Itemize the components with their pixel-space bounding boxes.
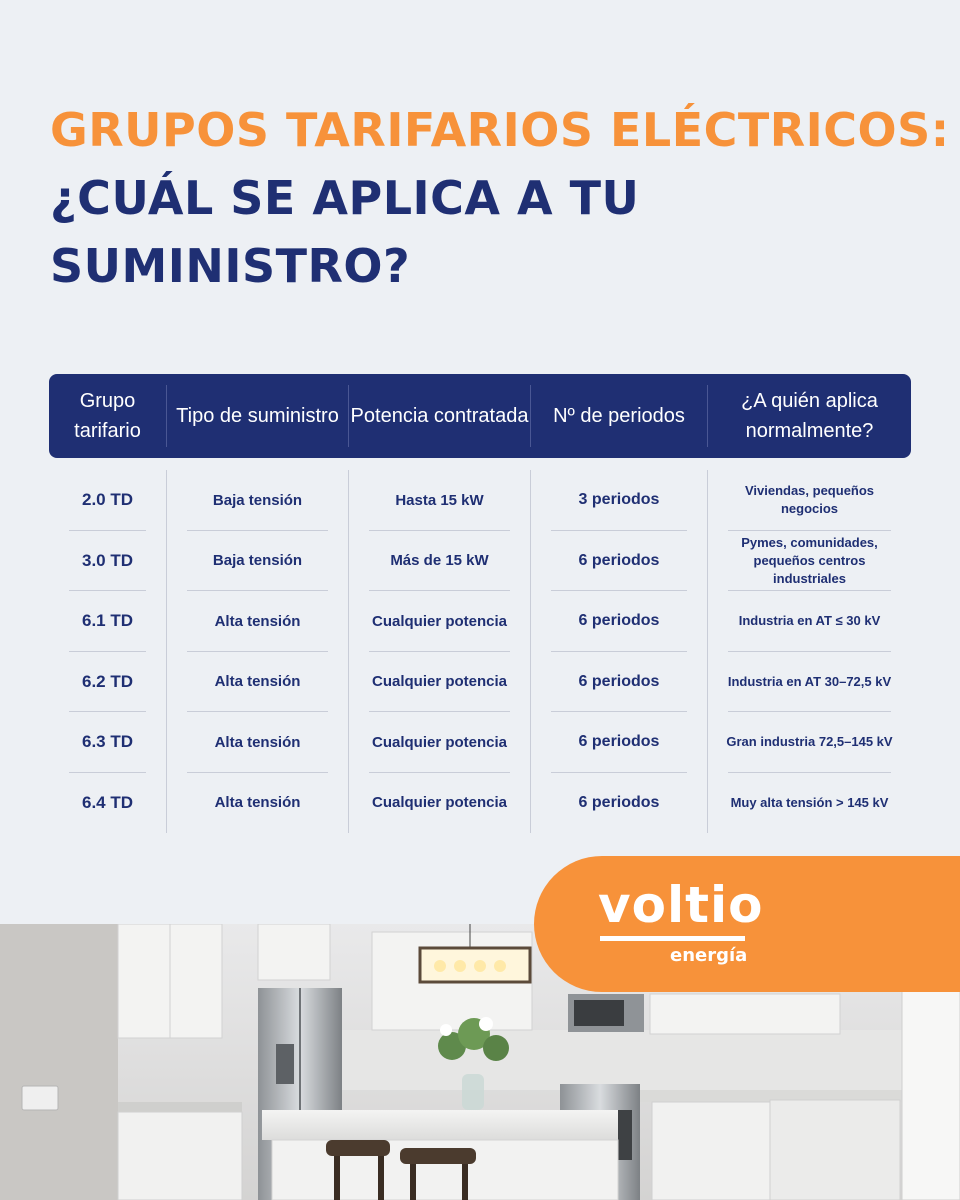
table-cell: Alta tensión bbox=[167, 712, 348, 773]
column-periodos bbox=[530, 470, 707, 833]
table-cell: Pymes, comunidades, pequeños centros industriales bbox=[708, 531, 911, 592]
brand-tagline: energía bbox=[670, 945, 748, 966]
header-periodos: Nº de periodos bbox=[530, 385, 707, 447]
column-tipo bbox=[166, 470, 348, 833]
header-grupo: Grupo tarifario bbox=[74, 390, 141, 442]
table-cell: 3.0 TD bbox=[49, 531, 166, 592]
table-cell: Cualquier potencia bbox=[349, 712, 530, 773]
table-cell: 6 periodos bbox=[578, 793, 660, 811]
table-cell: 6 periodos bbox=[531, 712, 707, 773]
table-cell: Cualquier potencia bbox=[349, 652, 530, 713]
table-cell: Industria en AT 30–72,5 kV bbox=[708, 652, 911, 713]
table-cell: Industria en AT ≤ 30 kV bbox=[708, 591, 911, 652]
title-line-1: GRUPOS TARIFARIOS ELÉCTRICOS: bbox=[50, 103, 950, 157]
table-cell: Muy alta tensión > 145 kV bbox=[730, 794, 889, 810]
table-cell: Gran industria 72,5–145 kV bbox=[708, 712, 911, 773]
table-cell: Alta tensión bbox=[214, 794, 301, 812]
column-aplica bbox=[707, 470, 911, 833]
table-cell: 6.1 TD bbox=[49, 591, 166, 652]
table-cell: 6.2 TD bbox=[49, 652, 166, 713]
table-cell: Baja tensión bbox=[167, 470, 348, 531]
table-cell: 6 periodos bbox=[531, 652, 707, 713]
title-line-2: ¿CUÁL SE APLICA A TU SUMINISTRO? bbox=[50, 171, 640, 293]
table-cell: Cualquier potencia bbox=[349, 591, 530, 652]
table-cell: 2.0 TD bbox=[49, 470, 166, 531]
table-cell: Hasta 15 kW bbox=[349, 470, 530, 531]
table-cell: Alta tensión bbox=[167, 652, 348, 713]
page-title bbox=[50, 96, 950, 300]
table-cell: Más de 15 kW bbox=[349, 531, 530, 592]
column-potencia bbox=[348, 470, 530, 833]
table-cell: 6.4 TD bbox=[81, 792, 134, 812]
table-cell: 3 periodos bbox=[531, 470, 707, 531]
table-cell: 6 periodos bbox=[531, 531, 707, 592]
header-aplica: ¿A quién aplica normalmente? bbox=[707, 385, 911, 447]
table-body bbox=[49, 470, 911, 833]
table-cell: Alta tensión bbox=[167, 591, 348, 652]
brand-logo: voltio bbox=[598, 876, 764, 934]
header-potencia: Potencia contratada bbox=[348, 385, 530, 447]
table-cell: 6.3 TD bbox=[49, 712, 166, 773]
tariff-table bbox=[49, 374, 911, 833]
table-cell: Cualquier potencia bbox=[371, 794, 508, 812]
brand-underline bbox=[600, 936, 745, 941]
header-tipo: Tipo de suministro bbox=[166, 385, 348, 447]
table-cell: Baja tensión bbox=[167, 531, 348, 592]
table-cell: 6 periodos bbox=[531, 591, 707, 652]
table-cell: Viviendas, pequeños negocios bbox=[708, 470, 911, 531]
column-grupo bbox=[49, 470, 166, 833]
table-header bbox=[49, 374, 911, 458]
